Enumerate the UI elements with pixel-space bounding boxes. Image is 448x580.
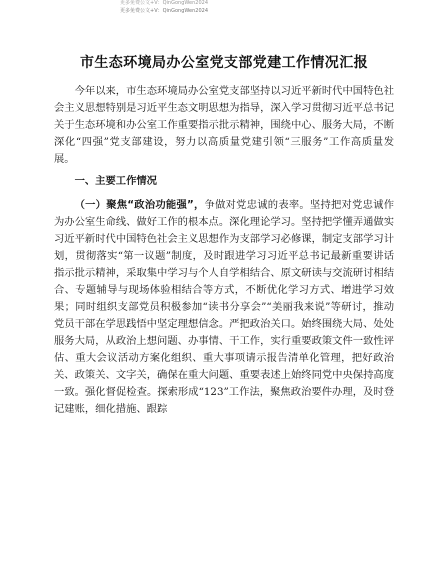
section-heading-main-work: 一、主要工作情况: [74, 175, 157, 187]
intro-paragraph: 今年以来，市生态环境局办公室党支部坚持以习近平新时代中国特色社会主义思想特别是习近平生态文明思想为指导，深入学习贯彻习近平总书记关于生态环境和办公室工作重要指示批示精神，围绕中心、服务大局，不断深化“四强”党支部建设，努力以高质量党建引领“三服务”工作高质量发展。: [54, 85, 394, 165]
work-item-1-lead: （一）聚焦“政治功能强”，: [74, 199, 205, 211]
work-item-1-body: 争做对党忠诚的表率。坚持把对党忠诚作为办公室生命线、做好工作的根本点。深化理论学习。坚持把学懂弄通做实习近平新时代中国特色社会主义思想作为支部学习必修课，制定支部学习计划，贯彻落实“第一议题”制度，及时跟进学习习近平总书记最新重要讲话指示批示精神，采取集中学习与个人自学相结合、原文研读与交流研讨相结合、专题辅导与现场体验相结合等方式，不断优化学习方式、增进学习效果；同时组织支部党员积极参加“读书分享会”“美丽我来说”等研讨，推动党员干部在学思践悟中坚定理想信念。严把政治关口。始终围绕大局、处处服务大局，从政治上想问题、办事情、干工作，实行重要政策文件一致性评估、重大会议活动方案化组织、重大事项请示报告清单化管理，把好政治关、政策关、文字关，确保在重大问题、重要表述上始终同党中央保持高度一致。强化督促检查。探索形成“123”工作法，聚焦政治要件办理，及时登记建账，细化措施、跟踪: [54, 199, 394, 415]
document-title: 市生态环境局办公室党支部党建工作情况汇报: [80, 55, 368, 71]
document-body: [54, 83, 394, 418]
watermark-line-2: 更多免费公文+V：QinGongWen2024: [120, 8, 209, 14]
watermark-line-1: 更多免费公文+V：QinGongWen2024: [120, 0, 209, 6]
work-item-1-paragraph: [54, 197, 394, 418]
